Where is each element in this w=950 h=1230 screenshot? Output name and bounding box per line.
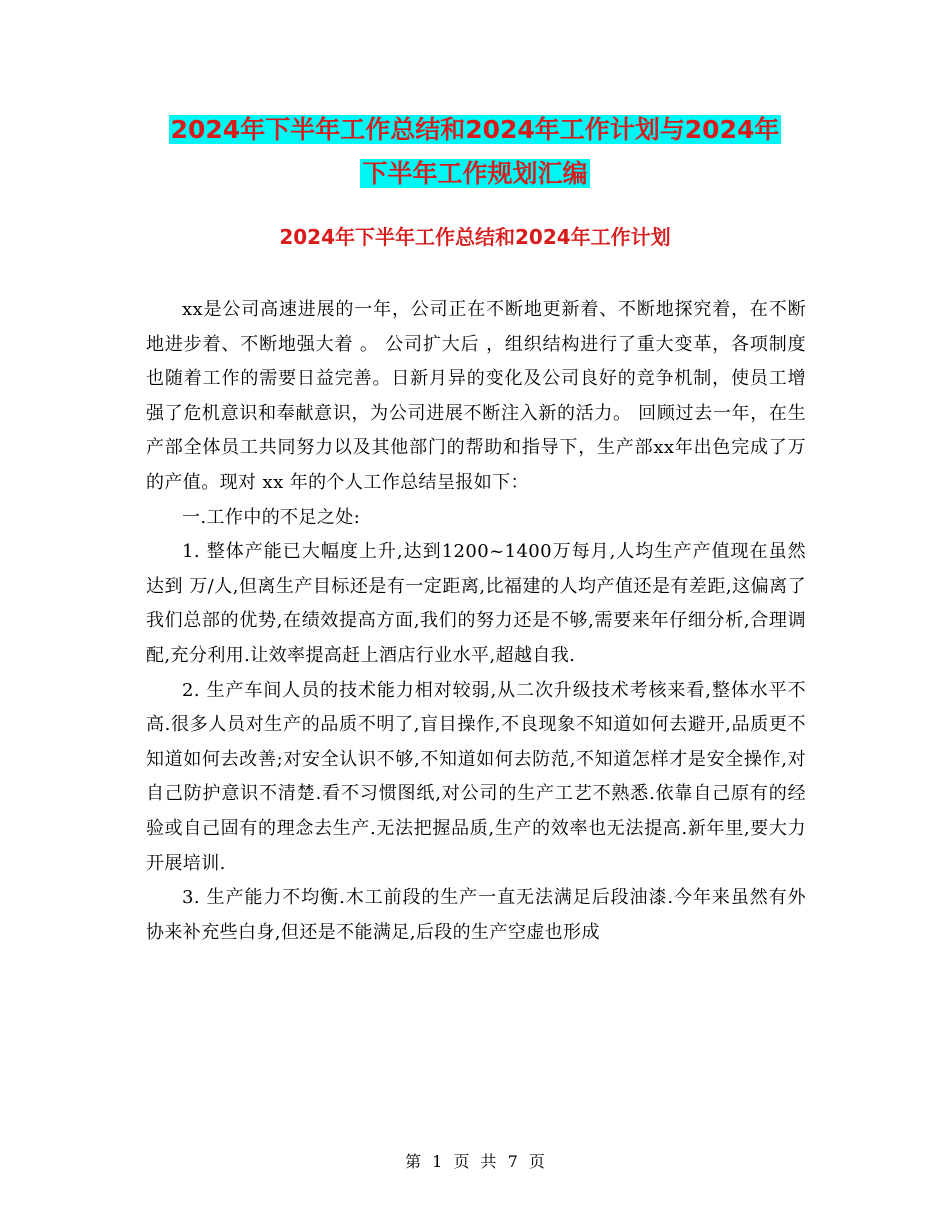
page-footer: 第 1 页 共 7 页	[405, 1152, 545, 1171]
document-title-line-1	[0, 108, 950, 152]
title-highlight: 下半年工作规划汇编	[362, 159, 588, 188]
section-title: 2024年下半年工作总结和2024年工作计划	[279, 225, 671, 249]
document-title-line-2	[0, 152, 950, 196]
paragraph-intro: xx是公司高速进展的一年，公司正在不断地更新着、不断地探究着，在不断地进步着、不断地强大着 。 公司扩大后 ，组织结构进行了重大变革，各项制度也随着工作的需要日益完善。日新月异的变化及公司良好的竞争机制，使员工增强了危机意识和奉献意识，为公司进展不断注入新的活力。 回顾过去一年，在生产部全体员工共同努力以及其他部门的帮助和指导下，生产部xx年出色完成了万的产值。现对 xx 年的个人工作总结呈报如下：	[146, 299, 806, 493]
paragraph-item-3: 3. 生产能力不均衡.木工前段的生产一直无法满足后段油漆.今年来虽然有外协来补充些白身,但还是不能满足,后段的生产空虚也形成	[146, 887, 806, 943]
paragraph-item-1: 1. 整体产能已大幅度上升,达到1200~1400万每月,人均生产产值现在虽然达到 万/人,但离生产目标还是有一定距离,比福建的人均产值还是有差距,这偏离了我们总部的优势,在绩效提高方面,我们的努力还是不够,需要来年仔细分析,合理调配,充分利用.让效率提高赶上酒店行业水平,超越自我.	[146, 541, 806, 666]
paragraph-heading-shortcomings: 一.工作中的不足之处:	[182, 506, 361, 528]
paragraph-item-2: 2. 生产车间人员的技术能力相对较弱,从二次升级技术考核来看,整体水平不高.很多人员对生产的品质不明了,盲目操作,不良现象不知道如何去避开,品质更不知道如何去改善;对安全认识不够,不知道如何去防范,不知道怎样才是安全操作,对自己防护意识不清楚.看不习惯图纸,对公司的生产工艺不熟悉.依靠自己原有的经验或自己固有的理念去生产.无法把握品质,生产的效率也无法提高.新年里,要大力开展培训.	[146, 679, 806, 874]
body-text	[146, 293, 806, 950]
title-highlight: 2024年下半年工作总结和2024年工作计划与2024年	[170, 115, 780, 144]
